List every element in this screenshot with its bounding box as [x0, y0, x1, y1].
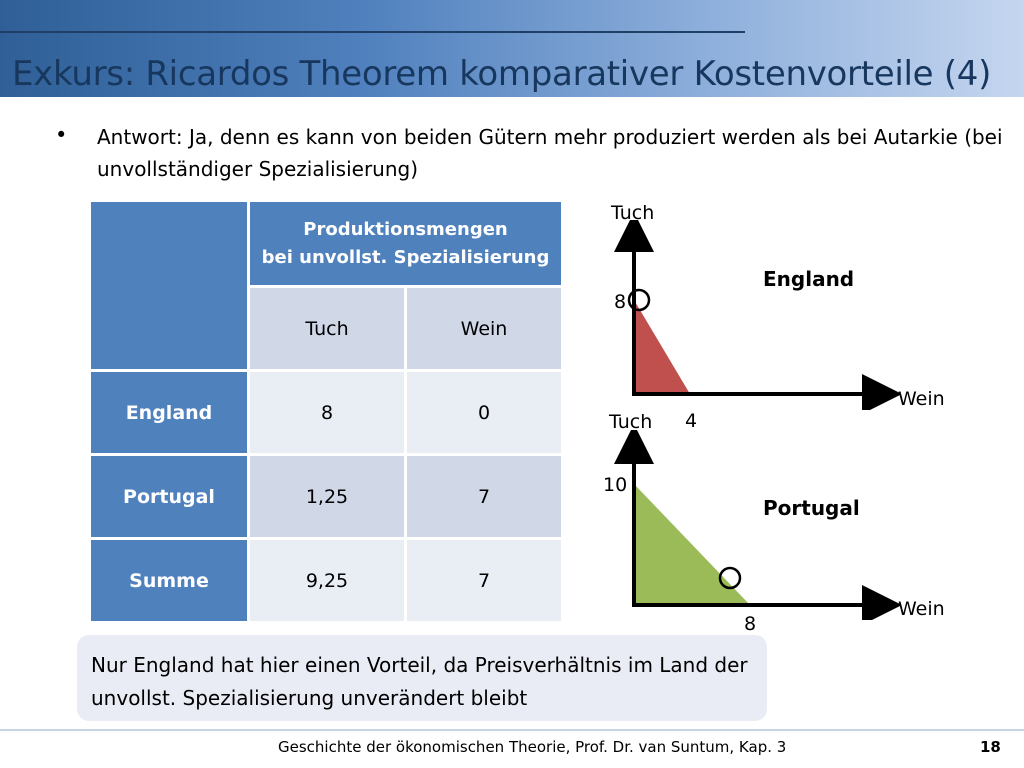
portugal-y-axis-label: Tuch — [609, 411, 653, 433]
cell-portugal-tuch: 1,25 — [249, 455, 406, 539]
row-label-summe: Summe — [90, 539, 249, 623]
slide-title: Exkurs: Ricardos Theorem komparativer Kostenvorteile (4) — [12, 54, 992, 94]
table-row — [90, 539, 563, 623]
cell-england-wein: 0 — [406, 371, 563, 455]
england-label: England — [763, 267, 855, 291]
cell-summe-wein: 7 — [406, 539, 563, 623]
footer-divider — [0, 729, 1024, 731]
note-box — [77, 635, 767, 721]
column-header-wein: Wein — [406, 287, 563, 371]
cell-england-tuch: 8 — [249, 371, 406, 455]
cell-summe-tuch: 9,25 — [249, 539, 406, 623]
table-row — [90, 371, 563, 455]
production-table — [88, 199, 564, 624]
england-y-axis-label: Tuch — [611, 202, 655, 224]
portugal-x-axis-label: Wein — [898, 598, 945, 620]
row-label-england: England — [90, 371, 249, 455]
table-header-cell — [249, 201, 563, 287]
england-x-axis-label: Wein — [898, 388, 945, 410]
column-header-tuch: Tuch — [249, 287, 406, 371]
portugal-x-value: 8 — [744, 613, 757, 635]
england-y-value: 8 — [614, 291, 627, 313]
table-corner-cell — [90, 201, 249, 371]
bullet-text: Antwort: Ja, denn es kann von beiden Gütern mehr produziert werden als bei Autarkie (bei unvollständiger Spezialisierung) — [97, 125, 1003, 181]
title-divider — [0, 31, 745, 33]
england-production-area — [634, 300, 690, 394]
portugal-y-value: 10 — [603, 474, 628, 496]
row-label-portugal: Portugal — [90, 455, 249, 539]
table-header-line1: Produktionsmengen — [303, 218, 508, 240]
note-text: Nur England hat hier einen Vorteil, da Preisverhältnis im Land der unvollst. Spezialisierung unverändert bleibt — [91, 653, 748, 710]
footer-text: Geschichte der ökonomischen Theorie, Prof. Dr. van Suntum, Kap. 3 — [278, 738, 787, 756]
table-header-line2: bei unvollst. Spezialisierung — [261, 246, 550, 268]
cell-portugal-wein: 7 — [406, 455, 563, 539]
portugal-label: Portugal — [763, 496, 860, 520]
england-graph — [600, 220, 900, 410]
bullet-marker: • — [55, 123, 68, 147]
table-row — [90, 455, 563, 539]
page-number: 18 — [980, 738, 1001, 756]
portugal-graph — [600, 430, 900, 620]
england-x-value: 4 — [685, 410, 698, 432]
